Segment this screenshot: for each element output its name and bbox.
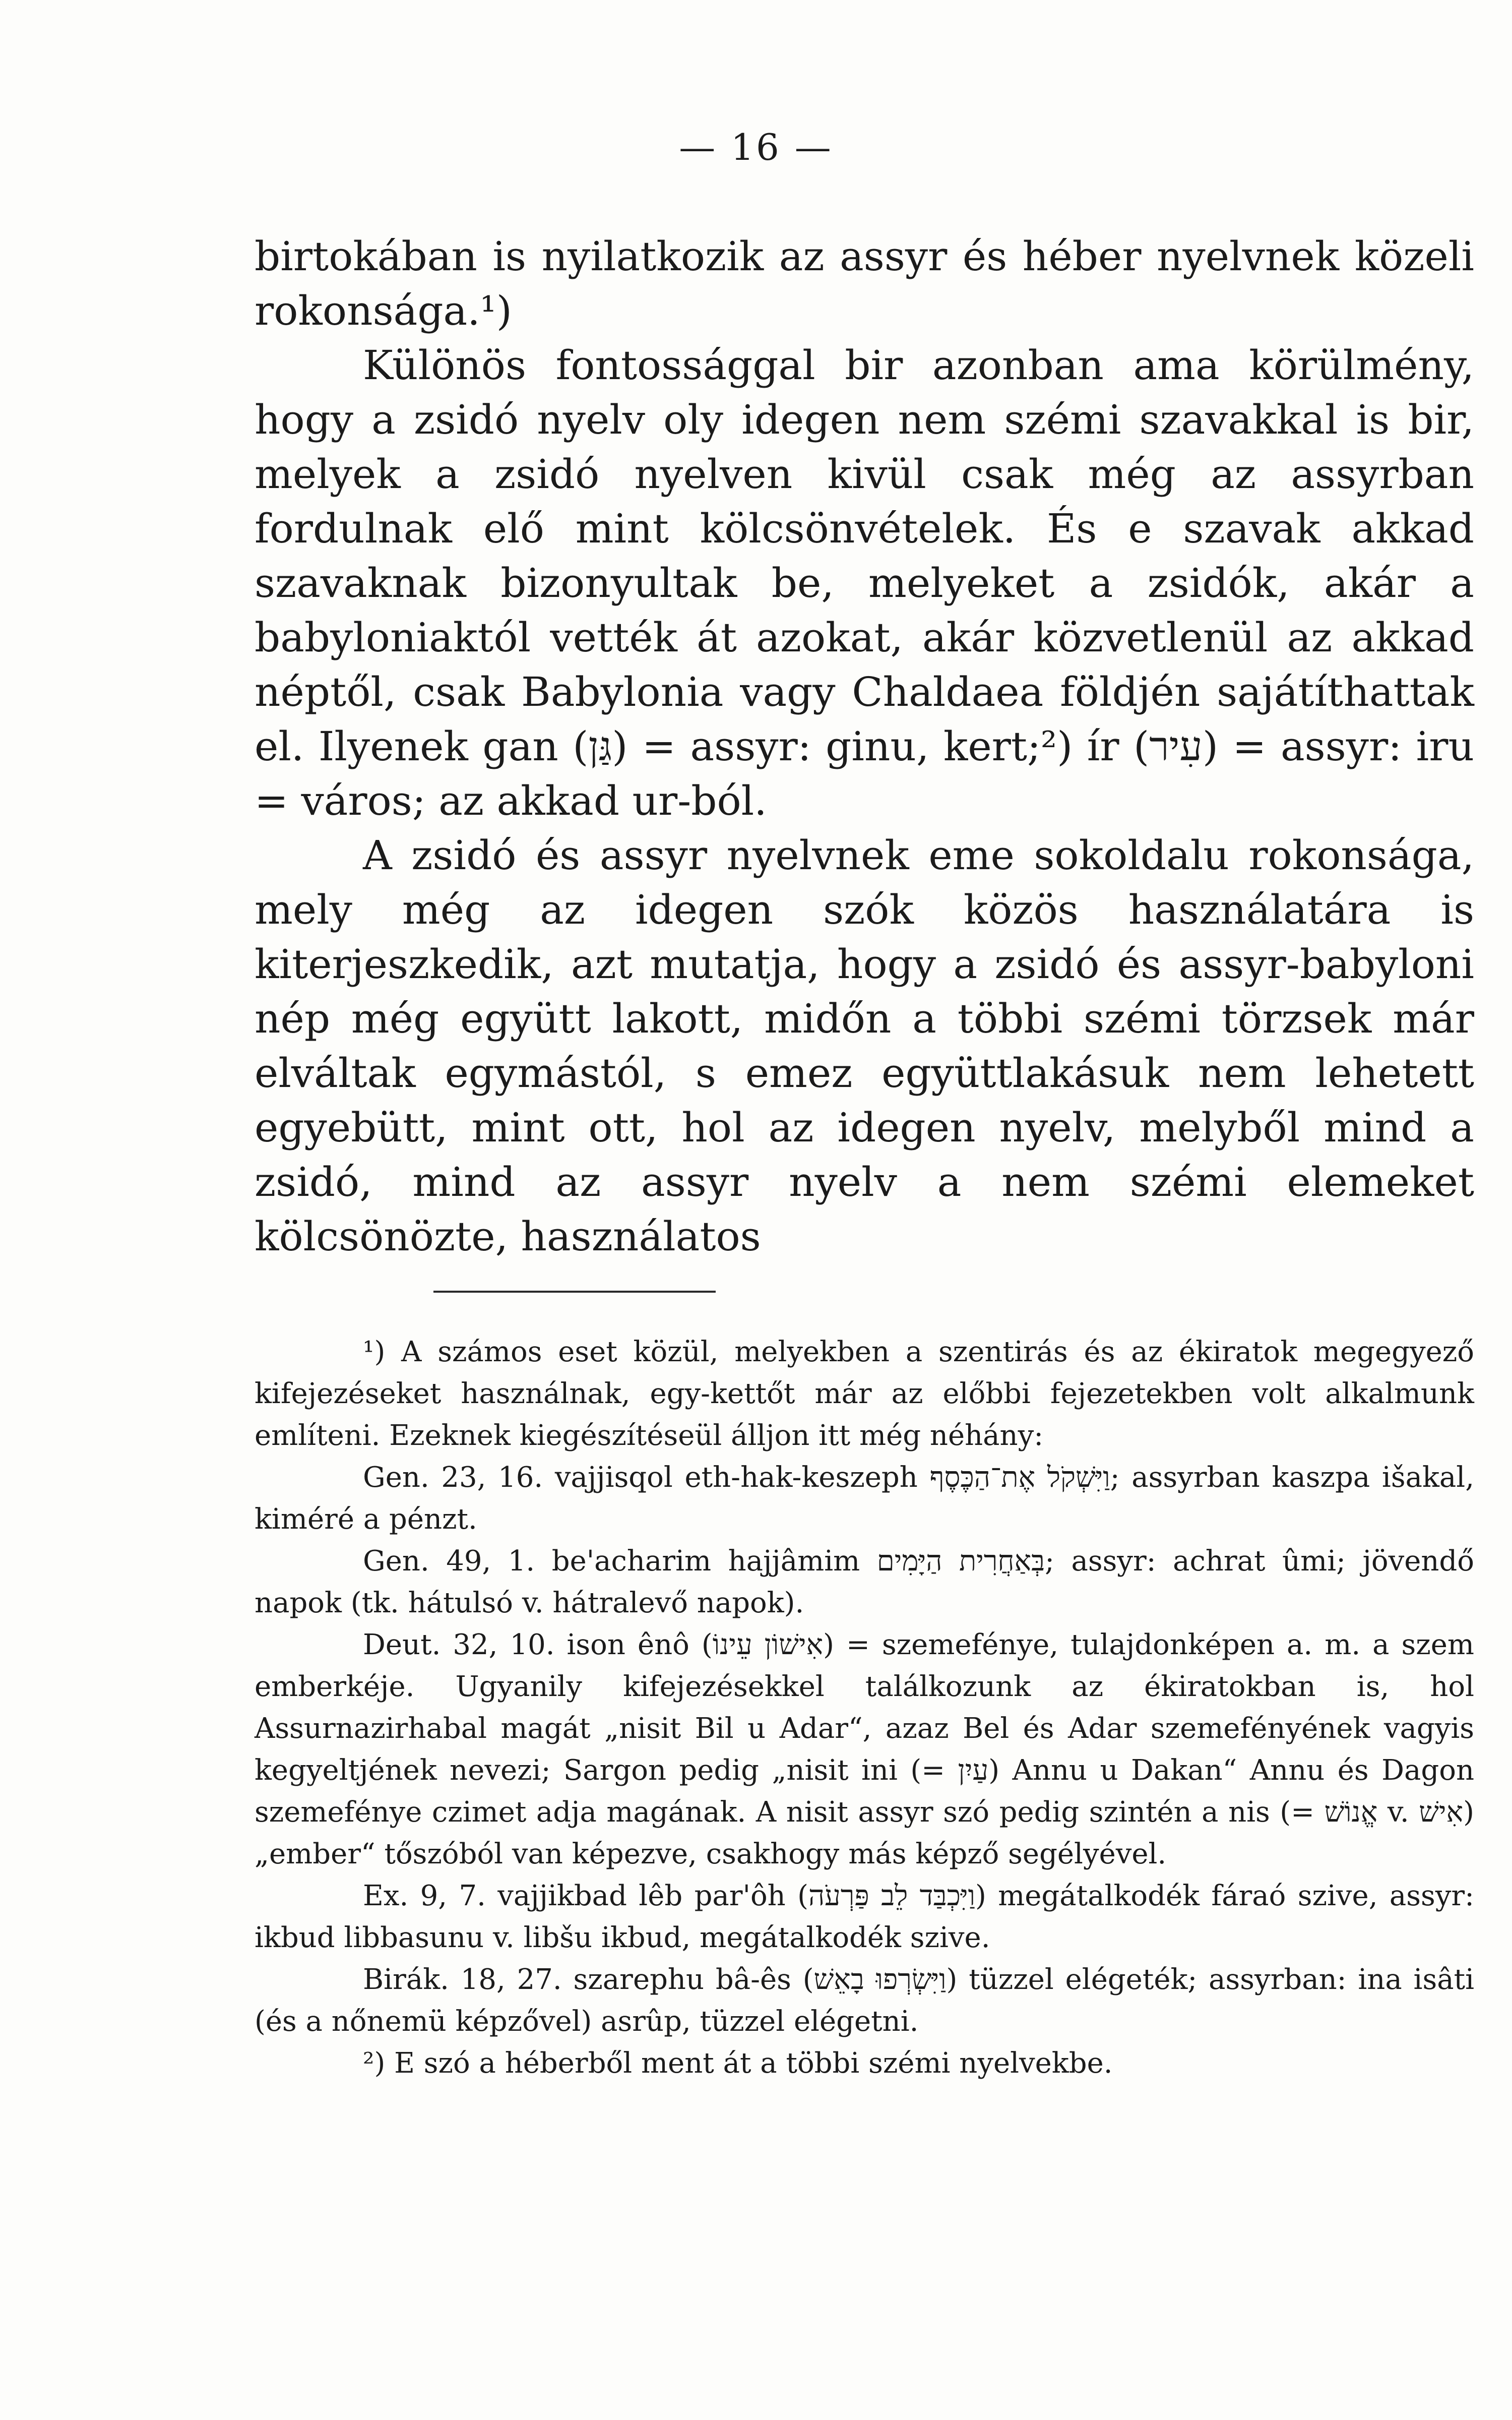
footnote-example-ex-9: Ex. 9, 7. vajjikbad lêb par'ôh (וַיִּכְבַּד לֵב פַּרְעֹה) megátalkodék fáraó szive, assyr: ikbud libbasunu v. libšu ikbud, megátalkodék szive. — [255, 1880, 1475, 1954]
footnote-example-deut-32: Deut. 32, 10. ison ênô (אִישׁוֹן עֵינוֹ) = szemefénye, tulajdonképen a. m. a szem emberkéje. Ugyanily kifejezésekkel találkozunk az ékiratokban is, hol Assurnazirhabal magát „nisit Bil u Adar“, azaz Bel és Adar szemefényének vagyis kegyeltjének nevezi; Sargon pedig „nisit ini (= עַיִן) Annu u Dakan“ Annu és Dagon szemefénye czimet adja magának. A nisit assyr szó pedig szintén a nis (= אֱנוֹשׁ v. אִישׁ) „ember“ tőszóból van képezve, csakhogy más képző segélyével. — [255, 1628, 1475, 1870]
paragraph-loanwords: Különös fontossággal bir azonban ama körülmény, hogy a zsidó nyelv oly idegen nem szémi szavakkal is bir, melyek a zsidó nyelven kivül csak még az assyrban fordulnak elő mint kölcsönvételek. És e szavak akkad szavaknak bizonyultak be, melyeket a zsidók, akár a babyloniaktól vették át azokat, akár közvetlenül az akkad néptől, csak Babylonia vagy Chaldaea földjén sajátíthattak el. Ilyenek gan (גַּן) = assyr: ginu, kert;²) ír (עִיר) = assyr: iru = város; az akkad ur-ból. — [255, 342, 1475, 824]
footnotes — [255, 1331, 1474, 2084]
footnote-separator — [433, 1291, 716, 1293]
footnote-example-gen-49: Gen. 49, 1. be'acharim hajjâmim בְּאַחֲרִית הַיָּמִים; assyr: achrat ûmi; jövendő napok (tk. hátulsó v. hátralevő napok). — [255, 1545, 1474, 1619]
footnote-1-intro: ¹) A számos eset közül, melyekben a szentirás és az ékiratok megegyező kifejezéseket használnak, egy-kettőt már az előbbi fejezetekben volt alkalmunk említeni. Ezeknek kiegészítéseül álljon itt még néhány: — [255, 1336, 1474, 1452]
page-number: — 16 — — [679, 126, 833, 168]
paragraph-continuation: birtokában is nyilatkozik az assyr és héber nyelvnek közeli rokonsága.¹) — [255, 233, 1474, 334]
footnote-example-gen-23: Gen. 23, 16. vajjisqol eth-hak-keszeph וַיִּשְׁקֹל אֶת־הַכֶּסֶף; assyrban kaszpa išakal, kiméré a pénzt. — [255, 1461, 1474, 1536]
paragraph-kinship: A zsidó és assyr nyelvnek eme sokoldalu rokonsága, mely még az idegen szók közös használatára is kiterjeszkedik, azt mutatja, hogy a zsidó és assyr-babyloni nép még együtt lakott, midőn a többi szémi törzsek már elváltak egymástól, s emez együttlakásuk nem lehetett egyebütt, mint ott, hol az idegen nyelv, melyből mind a zsidó, mind az assyr nyelv a nem szémi elemeket kölcsönözte, használatos — [255, 832, 1474, 1260]
footnote-example-birak-18: Birák. 18, 27. szarephu bâ-ês (וַיִּשְׂרְפוּ בָאֵשׁ) tüzzel elégeték; assyrban: ina isâti (és a nőnemü képzővel) asrûp, tüzzel elégetni. — [255, 1963, 1474, 2038]
main-text — [255, 229, 1474, 1264]
footnote-2: ²) E szó a héberből ment át a többi szémi nyelvekbe. — [363, 2047, 1113, 2080]
